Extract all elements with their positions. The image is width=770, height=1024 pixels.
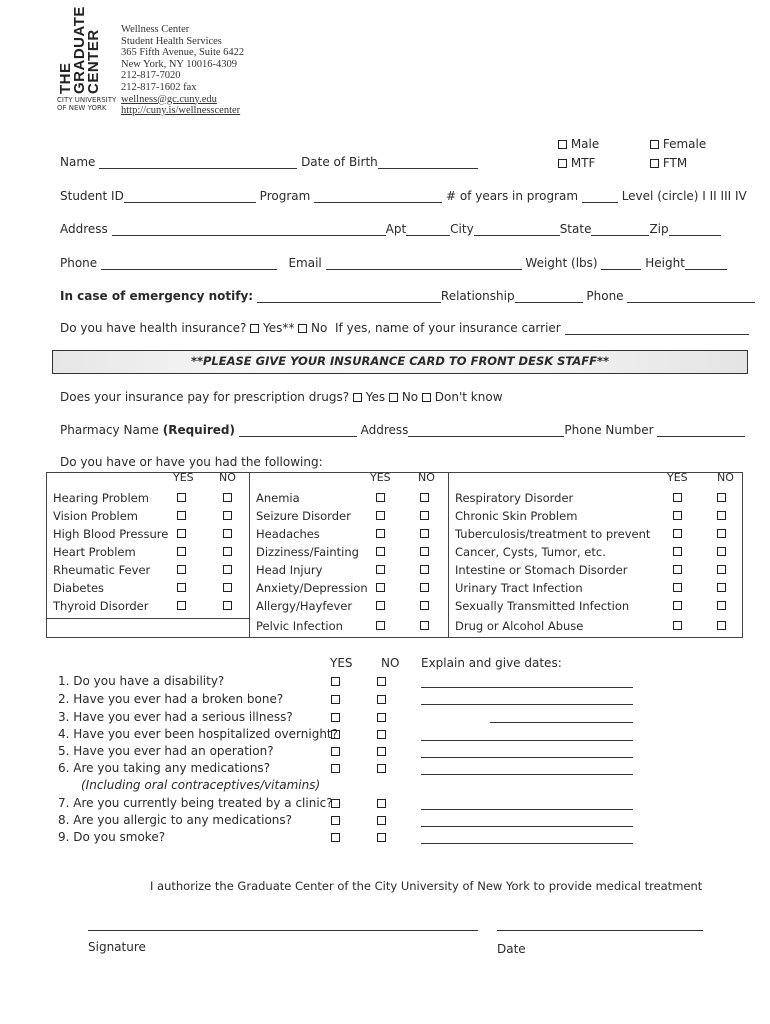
gender-female[interactable]: Female [650, 137, 706, 151]
no-checkbox[interactable] [223, 493, 232, 502]
explain-line[interactable] [421, 843, 633, 844]
question-7: 7. Are you currently being treated by a clinic? [58, 796, 333, 810]
no-checkbox[interactable] [223, 511, 232, 520]
conditions-col-1: YES NO Hearing Problem Vision Problem High Blood Pressure Heart Problem Rheumatic Fever Diabetes Thyroid Disorder [47, 473, 249, 615]
condition-row: Hearing Problem [47, 489, 249, 507]
yes-checkbox[interactable] [177, 565, 186, 574]
condition-row: Headaches [250, 525, 448, 543]
rx-yes-checkbox[interactable] [353, 393, 362, 402]
question-5: 5. Have you ever had an operation? [58, 744, 274, 758]
yes-checkbox[interactable] [376, 547, 385, 556]
condition-row: Vision Problem [47, 507, 249, 525]
condition-row: Heart Problem [47, 543, 249, 561]
pharmacy-phone-field[interactable] [657, 436, 745, 437]
q5-no-checkbox[interactable] [377, 747, 386, 756]
checkbox-icon[interactable] [558, 140, 567, 149]
rx-row: Does your insurance pay for prescription drugs? Yes No Don't know [60, 390, 503, 404]
pharmacy-row: Pharmacy Name (Required) Address Phone Number [60, 423, 745, 437]
student-row: Student ID Program # of years in program Level (circle) I II III IV [60, 189, 747, 203]
explain-line[interactable] [421, 687, 633, 688]
yes-checkbox[interactable] [376, 621, 385, 630]
signature-label: Signature [88, 940, 146, 954]
conditions-heading: Do you have or have you had the following: [60, 455, 323, 469]
condition-row: Intestine or Stomach Disorder [449, 561, 742, 579]
yes-checkbox[interactable] [673, 547, 682, 556]
condition-row: High Blood Pressure [47, 525, 249, 543]
explain-line[interactable] [490, 722, 633, 723]
yes-checkbox[interactable] [376, 583, 385, 592]
q1-yes-checkbox[interactable] [331, 677, 340, 686]
checkbox-icon[interactable] [650, 159, 659, 168]
address-row: Address Apt City State Zip [60, 222, 721, 236]
yes-checkbox[interactable] [177, 547, 186, 556]
gender-male[interactable]: Male [558, 137, 599, 151]
explain-line[interactable] [421, 740, 633, 741]
checkbox-icon[interactable] [650, 140, 659, 149]
gender-ftm[interactable]: FTM [650, 156, 687, 170]
contact-row: Phone Email Weight (lbs) Height [60, 256, 727, 270]
condition-row: Diabetes [47, 579, 249, 597]
q7-yes-checkbox[interactable] [331, 799, 340, 808]
date-line[interactable] [497, 930, 703, 931]
q8-no-checkbox[interactable] [377, 816, 386, 825]
checkbox-icon[interactable] [558, 159, 567, 168]
zip-field[interactable] [669, 235, 721, 236]
no-checkbox[interactable] [717, 511, 726, 520]
no-checkbox[interactable] [420, 547, 429, 556]
explain-line[interactable] [421, 826, 633, 827]
yes-checkbox[interactable] [673, 601, 682, 610]
name-field[interactable] [99, 168, 297, 169]
yes-checkbox[interactable] [673, 621, 682, 630]
condition-row: Dizziness/Fainting [250, 543, 448, 561]
address-field[interactable] [112, 235, 386, 236]
condition-row: Respiratory Disorder [449, 489, 742, 507]
relationship-field[interactable] [515, 302, 583, 303]
authorization-statement: I authorize the Graduate Center of the City University of New York to provide medical treatment [150, 879, 703, 893]
rx-dontknow-checkbox[interactable] [422, 393, 431, 402]
explain-line[interactable] [421, 774, 633, 775]
no-checkbox[interactable] [420, 621, 429, 630]
gender-mtf[interactable]: MTF [558, 156, 595, 170]
apt-field[interactable] [406, 235, 450, 236]
insurance-card-banner: **PLEASE GIVE YOUR INSURANCE CARD TO FRONT DESK STAFF** [52, 350, 748, 374]
conditions-table [46, 472, 743, 638]
no-checkbox[interactable] [223, 601, 232, 610]
question-9: 9. Do you smoke? [58, 830, 166, 844]
program-field[interactable] [314, 202, 442, 203]
no-checkbox[interactable] [717, 621, 726, 630]
no-checkbox[interactable] [717, 529, 726, 538]
condition-row: Anxiety/Depression [250, 579, 448, 597]
carrier-field[interactable] [565, 334, 749, 335]
graduate-center-logo: THE GRADUATE CENTER [57, 6, 102, 94]
yes-checkbox[interactable] [376, 601, 385, 610]
q2-no-checkbox[interactable] [377, 695, 386, 704]
question-4: 4. Have you ever been hospitalized overnight? [58, 727, 338, 741]
q2-yes-checkbox[interactable] [331, 695, 340, 704]
condition-row: Rheumatic Fever [47, 561, 249, 579]
email-link[interactable]: wellness@gc.cuny.edu [121, 93, 217, 105]
q4-no-checkbox[interactable] [377, 730, 386, 739]
rx-no-checkbox[interactable] [389, 393, 398, 402]
pharmacy-address-field[interactable] [408, 436, 564, 437]
no-checkbox[interactable] [223, 529, 232, 538]
q3-no-checkbox[interactable] [377, 713, 386, 722]
condition-row: Tuberculosis/treatment to prevent [449, 525, 742, 543]
condition-row: Allergy/Hayfever [250, 597, 448, 615]
insurance-no-checkbox[interactable] [298, 324, 307, 333]
questions-yes-header: YES [330, 656, 353, 670]
q6-yes-checkbox[interactable] [331, 764, 340, 773]
student-id-field[interactable] [124, 202, 256, 203]
cuny-label: CITY UNIVERSITY OF NEW YORK [57, 96, 117, 112]
question-8: 8. Are you allergic to any medications? [58, 813, 293, 827]
condition-row: Anemia [250, 489, 448, 507]
condition-row: Sexually Transmitted Infection [449, 597, 742, 615]
no-checkbox[interactable] [420, 511, 429, 520]
no-checkbox[interactable] [420, 565, 429, 574]
explain-header: Explain and give dates: [421, 656, 562, 670]
q9-no-checkbox[interactable] [377, 833, 386, 842]
no-checkbox[interactable] [223, 583, 232, 592]
explain-line[interactable] [421, 757, 633, 758]
questions-no-header: NO [381, 656, 400, 670]
yes-checkbox[interactable] [177, 511, 186, 520]
yes-checkbox[interactable] [376, 529, 385, 538]
question-6: 6. Are you taking any medications? [58, 761, 271, 775]
no-checkbox[interactable] [717, 601, 726, 610]
conditions-col-3: YES NO Respiratory Disorder Chronic Skin Problem Tuberculosis/treatment to prevent Cancer, Cysts, Tumor, etc. Intestine or Stomach Disorder Urinary Tract Infection Sexually Transmitted Infection Drug or Alcohol Abuse [449, 473, 742, 635]
q3-yes-checkbox[interactable] [331, 713, 340, 722]
yes-checkbox[interactable] [673, 511, 682, 520]
q5-yes-checkbox[interactable] [331, 747, 340, 756]
q9-yes-checkbox[interactable] [331, 833, 340, 842]
yes-checkbox[interactable] [673, 529, 682, 538]
empty-cell [47, 618, 250, 637]
condition-row: Pelvic Infection [250, 617, 448, 635]
yes-checkbox[interactable] [177, 601, 186, 610]
question-6-note: (Including oral contraceptives/vitamins) [81, 778, 321, 792]
yes-checkbox[interactable] [376, 493, 385, 502]
years-field[interactable] [582, 202, 618, 203]
city-field[interactable] [474, 235, 560, 236]
pharmacy-name-field[interactable] [239, 436, 357, 437]
yes-checkbox[interactable] [673, 583, 682, 592]
no-checkbox[interactable] [717, 583, 726, 592]
no-checkbox[interactable] [420, 583, 429, 592]
website-link[interactable]: http://cuny.is/wellnesscenter [121, 105, 241, 117]
no-checkbox[interactable] [717, 565, 726, 574]
no-checkbox[interactable] [420, 529, 429, 538]
yes-checkbox[interactable] [177, 529, 186, 538]
signature-line[interactable] [88, 930, 478, 931]
conditions-col-2: YES NO Anemia Seizure Disorder Headaches Dizziness/Fainting Head Injury Anxiety/Depression Allergy/Hayfever Pelvic Infection [250, 473, 448, 635]
explain-line[interactable] [421, 704, 633, 705]
condition-row: Cancer, Cysts, Tumor, etc. [449, 543, 742, 561]
phone-field[interactable] [101, 269, 277, 270]
wellness-address: Wellness Center Student Health Services 365 Fifth Avenue, Suite 6422 New York, NY 10016-4309 212-817-7020 212-817-1602 fax wellness@gc.cuny.edu http://cuny.is/wellnesscenter [121, 24, 245, 117]
email-field[interactable] [326, 269, 522, 270]
yes-checkbox[interactable] [376, 511, 385, 520]
q4-yes-checkbox[interactable] [331, 730, 340, 739]
no-checkbox[interactable] [223, 565, 232, 574]
emergency-row: In case of emergency notify: Relationship Phone [60, 289, 755, 303]
emergency-name-field[interactable] [257, 302, 441, 303]
question-3: 3. Have you ever had a serious illness? [58, 710, 293, 724]
insurance-yes-checkbox[interactable] [250, 324, 259, 333]
q8-yes-checkbox[interactable] [331, 816, 340, 825]
insurance-row: Do you have health insurance? Yes** No If yes, name of your insurance carrier [60, 321, 749, 335]
no-checkbox[interactable] [717, 493, 726, 502]
height-field[interactable] [685, 269, 727, 270]
name-row: Name Date of Birth [60, 155, 478, 169]
yes-checkbox[interactable] [177, 583, 186, 592]
q1-no-checkbox[interactable] [377, 677, 386, 686]
yes-checkbox[interactable] [673, 493, 682, 502]
weight-field[interactable] [601, 269, 641, 270]
q6-no-checkbox[interactable] [377, 764, 386, 773]
question-2: 2. Have you ever had a broken bone? [58, 692, 284, 706]
condition-row: Seizure Disorder [250, 507, 448, 525]
yes-checkbox[interactable] [376, 565, 385, 574]
no-checkbox[interactable] [223, 547, 232, 556]
condition-row: Chronic Skin Problem [449, 507, 742, 525]
condition-row: Thyroid Disorder [47, 597, 249, 615]
question-1: 1. Do you have a disability? [58, 674, 225, 688]
condition-row: Urinary Tract Infection [449, 579, 742, 597]
yes-checkbox[interactable] [673, 565, 682, 574]
no-checkbox[interactable] [420, 493, 429, 502]
explain-line[interactable] [421, 809, 633, 810]
dob-field[interactable] [378, 168, 478, 169]
emergency-phone-field[interactable] [627, 302, 755, 303]
condition-row: Drug or Alcohol Abuse [449, 617, 742, 635]
no-checkbox[interactable] [717, 547, 726, 556]
condition-row: Head Injury [250, 561, 448, 579]
state-field[interactable] [591, 235, 649, 236]
date-label: Date [497, 942, 526, 956]
yes-checkbox[interactable] [177, 493, 186, 502]
q7-no-checkbox[interactable] [377, 799, 386, 808]
no-checkbox[interactable] [420, 601, 429, 610]
